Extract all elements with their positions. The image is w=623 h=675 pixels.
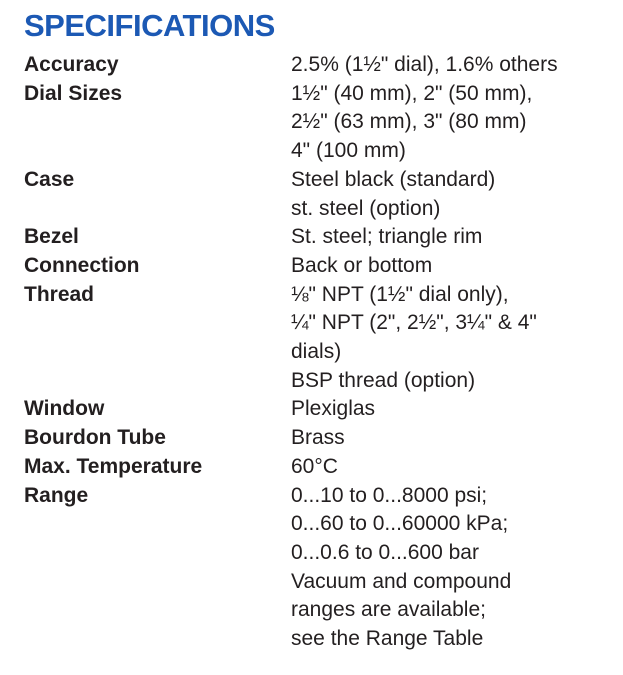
spec-value-line: 0...0.6 to 0...600 bar bbox=[291, 540, 479, 564]
spec-value-line: ranges are available; bbox=[291, 598, 486, 622]
spec-row-range bbox=[24, 482, 614, 654]
spec-value-line: BSP thread (option) bbox=[291, 368, 476, 392]
spec-value-line: ¼" NPT (2", 2½", 3¼" & 4" bbox=[291, 311, 537, 335]
spec-row-case bbox=[24, 166, 614, 223]
spec-label: Accuracy bbox=[24, 53, 119, 76]
spec-value-line: St. steel; triangle rim bbox=[291, 225, 483, 249]
spec-value-line: see the Range Table bbox=[291, 627, 484, 651]
spec-value bbox=[291, 223, 614, 252]
spec-value-line: 4" (100 mm) bbox=[291, 139, 406, 163]
spec-value bbox=[291, 424, 614, 453]
spec-value-line: 2½" (63 mm), 3" (80 mm) bbox=[291, 110, 527, 134]
spec-row-bourdon-tube bbox=[24, 424, 614, 453]
spec-label: Case bbox=[24, 167, 75, 191]
spec-row-max-temperature bbox=[24, 453, 614, 482]
spec-label: Connection bbox=[24, 253, 140, 277]
spec-label: Bourdon Tube bbox=[24, 426, 166, 450]
spec-value-line: st. steel (option) bbox=[291, 196, 441, 220]
spec-label: Range bbox=[24, 483, 89, 507]
spec-row-bezel bbox=[24, 223, 614, 252]
spec-value-line: dials) bbox=[291, 340, 342, 364]
spec-label: Bezel bbox=[24, 225, 79, 249]
spec-value-line: Steel black (standard) bbox=[291, 167, 496, 191]
spec-value-line: 0...10 to 0...8000 psi; bbox=[291, 483, 488, 507]
spec-label: Window bbox=[24, 397, 105, 421]
spec-row-connection bbox=[24, 252, 614, 281]
spec-value bbox=[291, 80, 614, 166]
spec-value bbox=[291, 252, 614, 281]
spec-value bbox=[291, 166, 614, 223]
spec-label: Max. Temperature bbox=[24, 454, 203, 478]
spec-value bbox=[291, 482, 614, 654]
spec-label: Dial Sizes bbox=[24, 81, 123, 105]
spec-value bbox=[291, 453, 614, 482]
spec-value-line: 60°C bbox=[291, 454, 338, 478]
spec-value bbox=[291, 281, 614, 396]
spec-label: Thread bbox=[24, 282, 95, 306]
spec-row-window bbox=[24, 395, 614, 424]
spec-value bbox=[291, 51, 614, 80]
spec-value bbox=[291, 395, 614, 424]
spec-row-thread bbox=[24, 281, 614, 396]
spec-value-line: 1½" (40 mm), 2" (50 mm), bbox=[291, 81, 533, 105]
spec-value-line: Brass bbox=[291, 426, 345, 450]
spec-value-line: 0...60 to 0...60000 kPa; bbox=[291, 512, 509, 536]
spec-row-dial-sizes bbox=[24, 80, 614, 166]
page-title: SPECIFICATIONS bbox=[24, 8, 275, 43]
spec-value-line: Plexiglas bbox=[291, 397, 376, 421]
spec-value-line: Vacuum and compound bbox=[291, 569, 512, 593]
spec-row-accuracy bbox=[24, 51, 614, 80]
specifications-table bbox=[24, 51, 614, 654]
spec-value-line: ⅛" NPT (1½" dial only), bbox=[291, 282, 509, 306]
spec-value-line: 2.5% (1½" dial), 1.6% others bbox=[291, 53, 558, 76]
spec-value-line: Back or bottom bbox=[291, 253, 433, 277]
